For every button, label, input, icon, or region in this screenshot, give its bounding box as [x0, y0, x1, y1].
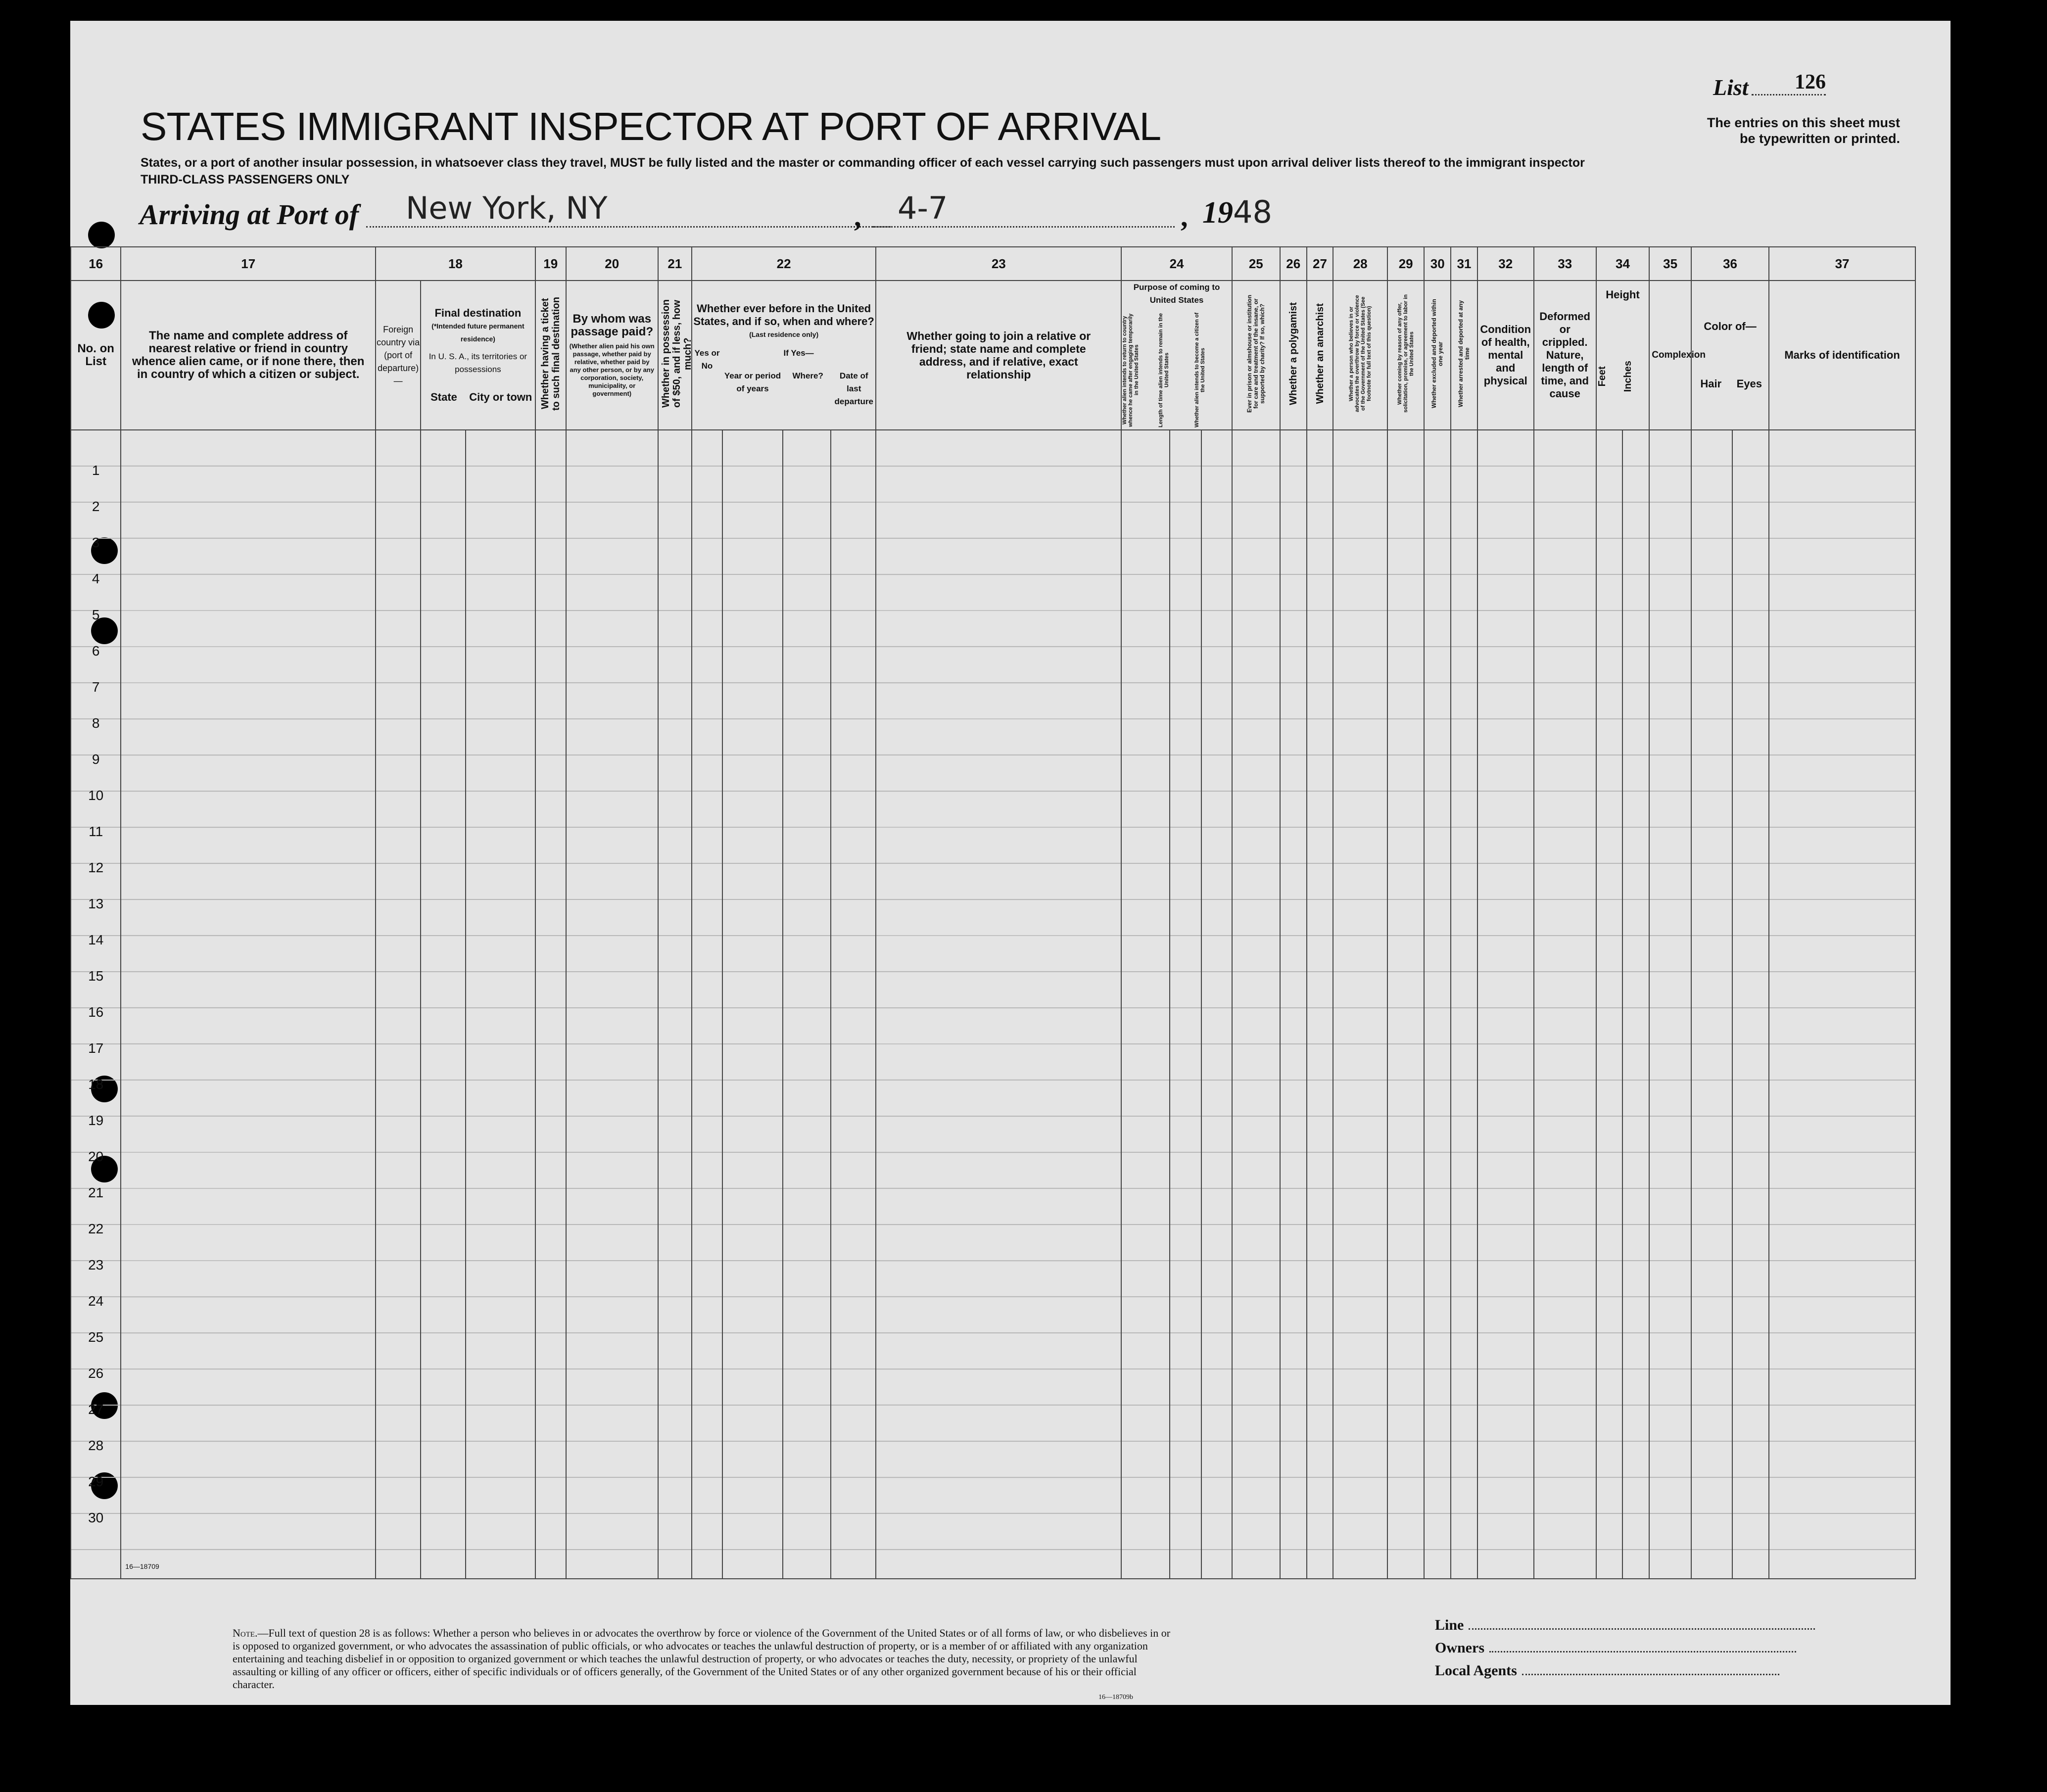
entry-cell[interactable] — [121, 430, 376, 1579]
entry-cell[interactable] — [1170, 430, 1201, 1579]
row-number: 17 — [88, 1040, 104, 1056]
local-agents-field[interactable] — [1435, 1662, 1779, 1679]
line-field[interactable] — [1435, 1617, 1815, 1634]
col-18-usa: In U. S. A., its territories or possessions — [428, 352, 527, 374]
col-20-header — [566, 281, 658, 430]
entry-cell[interactable] — [1201, 430, 1232, 1579]
col-34-num: 34 — [1596, 247, 1650, 281]
entry-cell[interactable] — [421, 430, 466, 1579]
col-18-subcols — [421, 391, 535, 404]
row-number: 16 — [88, 1004, 104, 1020]
col-24-c: Whether alien intends to become a citizen of the United States — [1194, 312, 1206, 428]
entry-cell[interactable] — [535, 430, 566, 1579]
row-number: 20 — [88, 1149, 104, 1164]
col-22-header — [692, 281, 876, 430]
line-label: Line — [1435, 1617, 1464, 1633]
col-18-state: State — [430, 391, 457, 403]
col-20-num: 20 — [566, 247, 658, 281]
col-26-label: Whether a polygamist — [1287, 302, 1299, 405]
entry-cell[interactable] — [376, 430, 421, 1579]
col-22-yesno: Yes or No — [694, 348, 720, 371]
col-27-num: 27 — [1307, 247, 1333, 281]
entry-cell[interactable] — [466, 430, 535, 1579]
col-17-num: 17 — [121, 247, 376, 281]
entry-cell[interactable] — [1477, 430, 1534, 1579]
col-18-header — [376, 281, 421, 430]
col-27-header — [1307, 281, 1333, 430]
entries-note-line-1: The entries on this sheet must — [1707, 115, 1900, 130]
row-number: 27 — [88, 1402, 104, 1417]
col-18-foreign: Foreign country via (port of departure)— — [377, 325, 420, 386]
row-number: 21 — [88, 1185, 104, 1200]
col-18-title: Final destination — [434, 307, 522, 319]
row-number: 29 — [88, 1474, 104, 1489]
entry-cell[interactable] — [1333, 430, 1387, 1579]
col-18-num: 18 — [376, 247, 535, 281]
comma: , — [854, 200, 861, 233]
entry-cell[interactable] — [566, 430, 658, 1579]
entry-cell[interactable] — [1649, 430, 1691, 1579]
col-22-where: Where? — [792, 371, 823, 380]
list-number: 126 — [1752, 70, 1826, 95]
col-35-num: 35 — [1649, 247, 1691, 281]
entry-cell[interactable] — [1424, 430, 1451, 1579]
col-22-subcols — [692, 347, 875, 408]
form-subtitle — [141, 154, 1585, 188]
col-23-num: 23 — [876, 247, 1121, 281]
row-number-column — [71, 430, 121, 1579]
col-25-label: Ever in prison or almshouse or institution for care and treatment of the insane, or supported by charity? If so, which? — [1245, 294, 1266, 413]
col-29-header — [1387, 281, 1424, 430]
row-number: 2 — [92, 499, 100, 514]
col-18-subtitle: (*Intended future permanent residence) — [431, 322, 524, 343]
col-19-num: 19 — [535, 247, 566, 281]
col-26-num: 26 — [1280, 247, 1307, 281]
col-21-label: Whether in possession of $50, and if less, how much? — [660, 299, 693, 408]
col-28-header — [1333, 281, 1387, 430]
year-suffix: 48 — [1233, 194, 1272, 230]
local-agents-label: Local Agents — [1435, 1662, 1517, 1679]
row-number: 7 — [92, 679, 100, 695]
col-20-label: By whom was passage paid? — [571, 312, 654, 338]
manifest-table — [70, 246, 1916, 1579]
subtitle-line-2: THIRD-CLASS PASSENGERS ONLY — [141, 173, 350, 187]
form-code: 16—18709 — [125, 1562, 159, 1570]
col-27-label: Whether an anarchist — [1314, 303, 1326, 404]
col-24-b: Length of time alien intends to remain in the United States — [1158, 313, 1170, 427]
entry-cell[interactable] — [1451, 430, 1477, 1579]
col-32-num: 32 — [1477, 247, 1534, 281]
col-31-label: Whether arrested and deported at any time — [1457, 300, 1471, 408]
col-19-header — [535, 281, 566, 430]
col-18-usa-header — [421, 281, 535, 430]
col-24-a: Whether alien intends to return to country whence he came after engaging temporarily in the United States — [1122, 313, 1140, 427]
col-25-header — [1232, 281, 1280, 430]
col-36-label: Color of— — [1704, 320, 1757, 332]
col-35-header: Complexion — [1649, 281, 1691, 430]
entry-cell[interactable] — [1387, 430, 1424, 1579]
col-22-label: Whether ever before in the United States, and if so, when and where? — [693, 302, 874, 328]
row-number: 8 — [92, 715, 100, 731]
col-28-label: Whether a person who believes in or advocates the overthrow by force or violence of the Government of the United States (See footnote for full text of this question) — [1348, 295, 1373, 413]
owners-label: Owners — [1435, 1640, 1484, 1656]
entries-note — [1663, 115, 1900, 146]
col-22-date: Date of last departure — [834, 371, 873, 406]
col-24-header — [1121, 281, 1232, 430]
col-23-header: Whether going to join a relative or friend; state name and complete address, and if relative, exact relationship — [876, 281, 1121, 430]
date-field[interactable]: 4-7 — [873, 190, 1175, 228]
list-label: List — [1713, 75, 1749, 100]
col-22-ifyes: If Yes— — [783, 348, 814, 358]
col-30-header — [1424, 281, 1451, 430]
footnote-code: 16—18709b — [1098, 1694, 1133, 1701]
col-25-num: 25 — [1232, 247, 1280, 281]
col-24-label: Purpose of coming to United States — [1133, 283, 1220, 305]
col-33-header: Deformed or crippled. Nature, length of time, and cause — [1534, 281, 1596, 430]
entry-cell[interactable] — [831, 430, 876, 1579]
col-30-label: Whether excluded and deported within one year — [1430, 299, 1444, 409]
entry-cell[interactable] — [783, 430, 831, 1579]
footnote-text: —Full text of question 28 is as follows: Whether a person who believes in or advocates the overthrow by force or violence of the Government of the United States or of all forms of law, or who disbelieves in or is opposed to organized government, or who advocates the assassination of public officials, or who advocates or teaches the unlawful destruction of property, or is a member of or affiliated with any organization entertaining and teaching disbelief in or opposition to organized government or which teaches the unlawful destruction of property, or who advocates or teaches the duty, necessity, or propriety of the unlawful assaulting or killing of any officer or officers, either of specific individuals or of officers generally, of the Government of the United States or of any other organized government because of his or their official character. — [233, 1627, 1171, 1691]
row-number: 3 — [92, 535, 100, 550]
col-33-num: 33 — [1534, 247, 1596, 281]
col-20-sub: (Whether alien paid his own passage, whether paid by relative, whether paid by any other person, or by any corporation, society, municipality, or government) — [569, 342, 655, 397]
col-21-header — [658, 281, 692, 430]
body-row — [71, 430, 1915, 1579]
entry-cell[interactable] — [1732, 430, 1769, 1579]
row-number: 25 — [88, 1329, 104, 1345]
form-title: STATES IMMIGRANT INSPECTOR AT PORT OF ARRIVAL — [141, 104, 1161, 148]
row-number: 18 — [88, 1077, 104, 1092]
entry-cell[interactable] — [692, 430, 722, 1579]
entry-cell[interactable] — [1232, 430, 1280, 1579]
footnote-lead: Note. — [233, 1627, 258, 1639]
year-prefix: 19 — [1202, 196, 1233, 230]
col-26-header — [1280, 281, 1307, 430]
col-29-num: 29 — [1387, 247, 1424, 281]
row-number: 9 — [92, 752, 100, 767]
owners-field[interactable] — [1435, 1640, 1796, 1656]
row-number: 15 — [88, 968, 104, 984]
entry-cell[interactable] — [658, 430, 692, 1579]
col-37-header: Marks of identification — [1769, 281, 1915, 430]
col-34-inches: Inches — [1622, 361, 1634, 392]
row-number: 12 — [88, 860, 104, 875]
entry-cell[interactable] — [876, 430, 1121, 1579]
row-number: 30 — [88, 1510, 104, 1525]
col-32-header: Condition of health, mental and physical — [1477, 281, 1534, 430]
row-number: 23 — [88, 1257, 104, 1273]
col-22-year: Year or period of years — [724, 371, 781, 393]
arriving-label: Arriving at Port of — [140, 198, 359, 231]
col-16-num: 16 — [71, 247, 121, 281]
row-numbers — [71, 452, 120, 1536]
entries-note-line-2: be typewritten or printed. — [1739, 131, 1900, 146]
col-22-num: 22 — [692, 247, 876, 281]
col-22-sub: (Last residence only) — [749, 330, 819, 338]
col-34-feet: Feet — [1596, 366, 1608, 387]
row-number: 6 — [92, 643, 100, 659]
entry-cell[interactable] — [1691, 430, 1732, 1579]
row-number: 10 — [88, 788, 104, 803]
entry-cell[interactable] — [1596, 430, 1623, 1579]
col-36-eyes: Eyes — [1736, 377, 1762, 390]
entry-cell[interactable] — [722, 430, 783, 1579]
col-24-num: 24 — [1121, 247, 1232, 281]
col-31-header — [1451, 281, 1477, 430]
col-17-header: The name and complete address of nearest relative or friend in country whence alien came, or if none there, then in country of which a citizen or subject. — [121, 281, 376, 430]
row-number: 22 — [88, 1221, 104, 1236]
row-number: 11 — [89, 824, 103, 839]
col-34-header — [1596, 281, 1650, 430]
col-18-city: City or town — [469, 391, 532, 403]
row-number: 1 — [92, 463, 100, 478]
row-number: 4 — [92, 571, 100, 586]
col-19-label: Whether having a ticket to such final destination — [539, 297, 562, 411]
col-21-num: 21 — [658, 247, 692, 281]
col-37-num: 37 — [1769, 247, 1915, 281]
entry-cell[interactable] — [1280, 430, 1307, 1579]
row-number: 19 — [88, 1113, 104, 1128]
entry-cell[interactable] — [1622, 430, 1649, 1579]
punch-hole — [88, 222, 115, 248]
comma: , — [1181, 200, 1188, 233]
subtitle-line-1: States, or a port of another insular possession, in whatsoever class they travel, MUST be fully listed and the master or commanding officer of each vessel carrying such passengers must upon arrival deliver lists thereof to the immigrant inspector — [141, 156, 1585, 170]
col-31-num: 31 — [1451, 247, 1477, 281]
row-number: 26 — [88, 1366, 104, 1381]
col-28-num: 28 — [1333, 247, 1387, 281]
entry-cell[interactable] — [1307, 430, 1333, 1579]
entry-cell[interactable] — [1769, 430, 1915, 1579]
year-field[interactable] — [1202, 194, 1272, 231]
entry-cell[interactable] — [1534, 430, 1596, 1579]
col-36-hair: Hair — [1700, 377, 1722, 390]
col-16-header: No. on List — [71, 281, 121, 430]
col-29-label: Whether coming by reason of any offer, solicitation, promise, or agreement to labor in the United States — [1397, 294, 1415, 413]
entry-cell[interactable] — [1121, 430, 1169, 1579]
col-36-num: 36 — [1691, 247, 1769, 281]
col-34-label: Height — [1606, 288, 1640, 301]
row-number: 28 — [88, 1438, 104, 1453]
footnote — [233, 1627, 1173, 1704]
row-number: 24 — [88, 1293, 104, 1309]
row-number: 13 — [88, 896, 104, 911]
col-30-num: 30 — [1424, 247, 1451, 281]
row-number: 14 — [88, 932, 104, 947]
port-field[interactable]: New York, NY — [366, 190, 891, 228]
row-number: 5 — [92, 607, 100, 622]
